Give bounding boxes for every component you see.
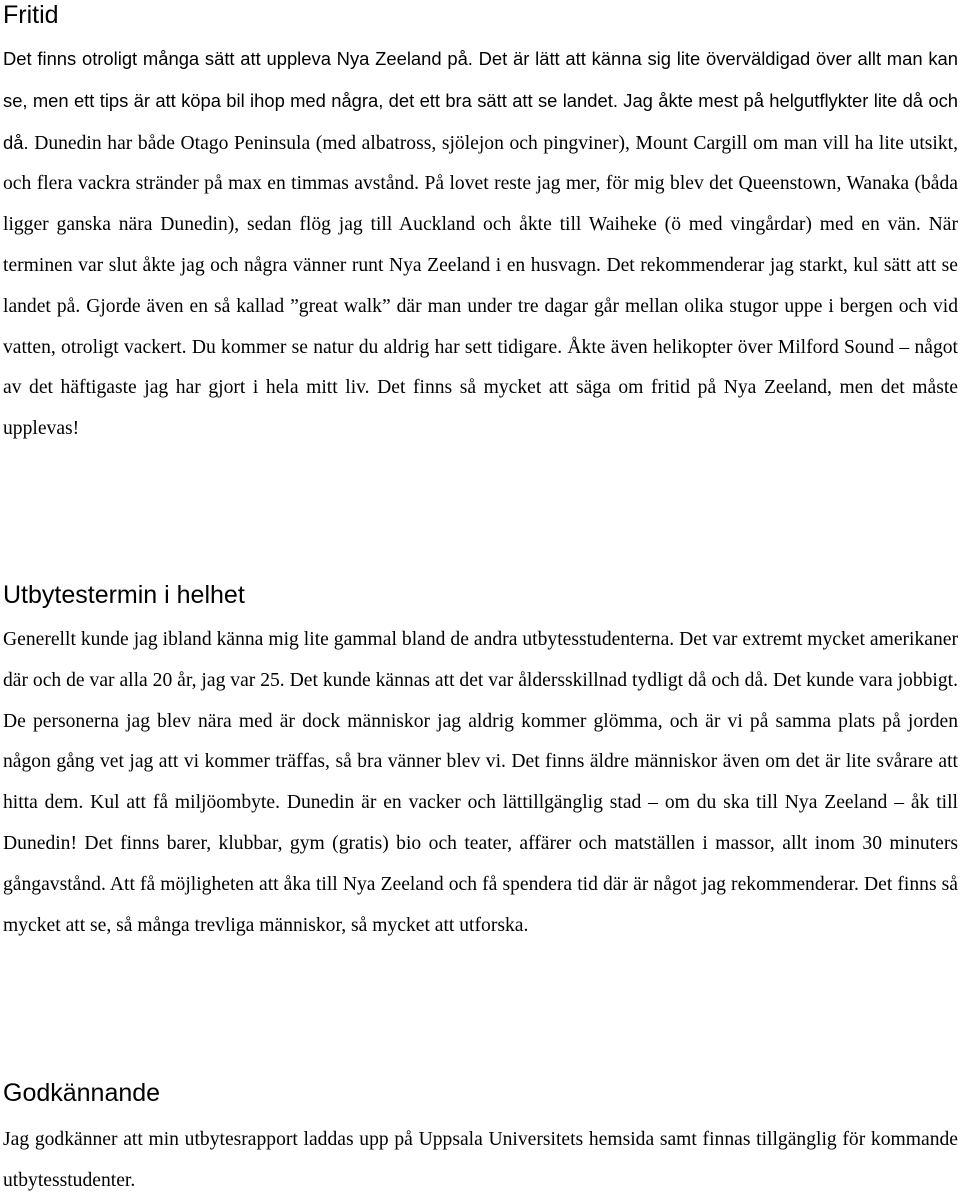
section-body-godkannande: Jag godkänner att min utbytesrapport laddas upp på Uppsala Universitets hemsida samt finnas tillgänglig för kommande utbytesstudenter. [3, 1129, 958, 1191]
section-heading-utbytestermin: Utbytestermin i helhet [3, 581, 245, 609]
section-body-utbytestermin: Generellt kunde jag ibland känna mig lite gammal bland de andra utbytesstudenterna. Det var extremt mycket amerikaner där och de var alla 20 år, jag var 25. Det kunde kännas att det var åldersskillnad tydligt då och då. Det kunde vara jobbigt. De personerna jag blev nära med är dock människor jag aldrig kommer glömma, och är vi på samma plats på jorden någon gång vet jag att vi kommer träffas, så bra vänner blev vi. Det finns äldre människor även om det är lite svårare att hitta dem. Kul att få miljöombyte. Dunedin är en vacker och lättillgänglig stad – om du ska till Nya Zeeland – åk till Dunedin! Det finns barer, klubbar, gym (gratis) bio och teater, affärer och matställen i massor, allt inom 30 minuters gångavstånd. Att få möjligheten att åka till Nya Zeeland och få spendera tid där är något jag rekommenderar. Det finns så mycket att se, så många trevliga människor, så mycket att utforska. [3, 629, 958, 936]
section-body-fritid [3, 39, 958, 450]
section-body-fritid-rest: Dunedin har både Otago Peninsula (med albatross, sjölejon och pingviner), Mount Cargill om man vill ha lite utsikt, och flera vackra stränder på max en timmas avstånd. På lovet reste jag mer, för mig blev det Queenstown, Wanaka (båda ligger ganska nära Dunedin), sedan flög jag till Auckland och åkte till Waiheke (ö med vingårdar) med en vän. När terminen var slut åkte jag och några vänner runt Nya Zeeland i en husvagn. Det rekommenderar jag starkt, kul sätt att se landet på. Gjorde även en så kallad ”great walk” där man under tre dagar går mellan olika stugor uppe i bergen och vid vatten, otroligt vackert. Du kommer se natur du aldrig har sett tidigare. Åkte även helikopter över Milford Sound – något av det häftigaste jag har gjort i hela mitt liv. Det finns så mycket att säga om fritid på Nya Zeeland, men det måste upplevas! [3, 132, 958, 440]
section-heading-godkannande: Godkännande [3, 1079, 161, 1107]
section-body-fritid-intro: Det finns otroligt många sätt att uppleva Nya Zeeland på. Det är lätt att känna sig lite överväldigad över allt man kan se, men ett tips är att köpa bil ihop med några, det ett bra sätt att se landet. Jag åkte mest på helgutflykter lite då och då. [3, 48, 958, 153]
section-heading-fritid: Fritid [3, 1, 59, 29]
